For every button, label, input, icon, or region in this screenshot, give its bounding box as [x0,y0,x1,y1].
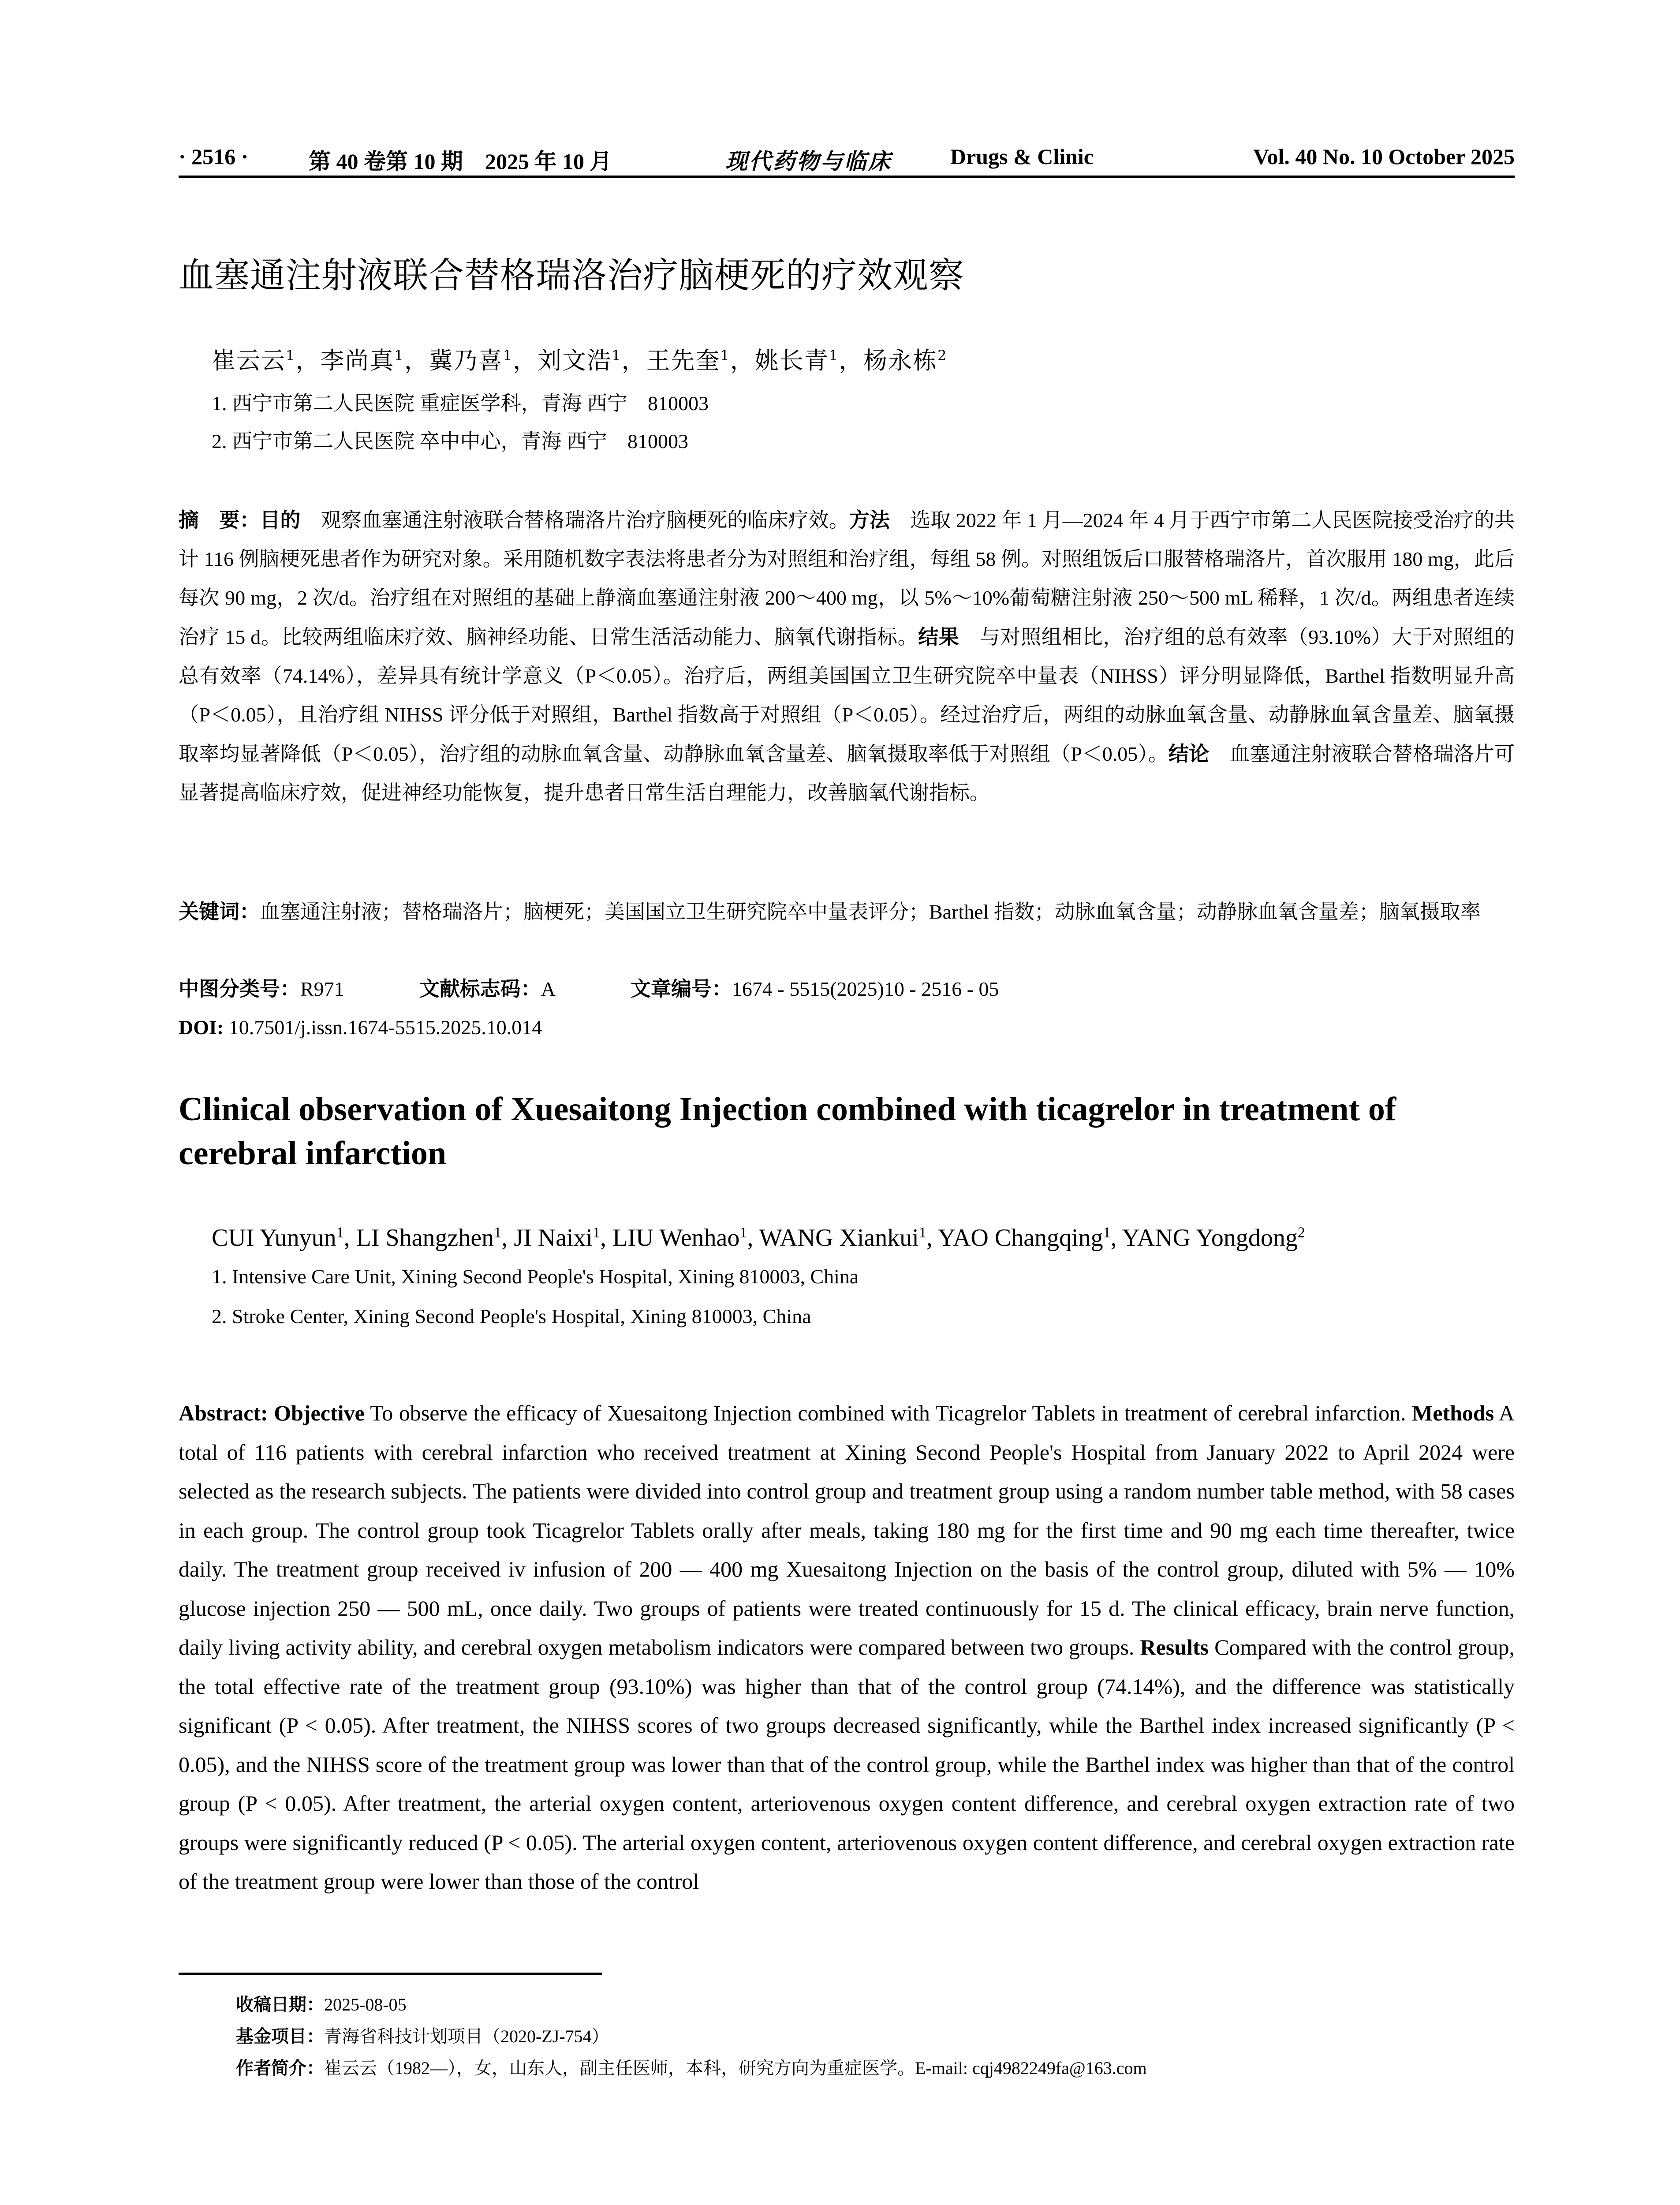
footnotes [236,1989,1147,2084]
article-no-value: 1674 - 5515(2025)10 - 2516 - 05 [732,978,999,1000]
clc-label: 中图分类号： [179,977,300,1000]
author-name: 冀乃喜 [429,347,503,374]
conclusion-label-cn: 结论 [1168,742,1210,765]
author-affiliation-mark: 1 [612,347,622,364]
author-name: 王先奎 [646,347,721,374]
objective-label-cn: 目的 [260,508,301,531]
author-affiliation-mark: 1 [720,347,730,364]
results-text-en: Compared with the control group, the total effective rate of the treatment group (93.10%) was higher than that of the control group (74.14%), and the difference was statistically significant (P < 0.05). After treatment, the NIHSS scores of two groups decreased significantly, while the Barthel index increased significantly (P < 0.05), and the NIHSS score of the treatment group was lower than that of the control group, while the Barthel index was higher than that of the control group (P < 0.05). After treatment, the arterial oxygen content, arteriovenous oxygen content difference, and cerebral oxygen extraction rate of two groups were significantly reduced (P < 0.05). The arterial oxygen content, arteriovenous oxygen content difference, and cerebral oxygen extraction rate of the treatment group were lower than those of the control [179,1635,1515,1894]
doc-code-value: A [541,978,556,1000]
fund-value: 青海省科技计划项目（2020-ZJ-754） [324,2026,609,2046]
keywords-label-cn: 关键词： [179,900,260,923]
author-affiliation-mark: 2 [1297,1224,1305,1241]
methods-text-cn: 选取 2022 年 1 月—2024 年 4 月于西宁市第二人民医院接受治疗的共计 116 例脑梗死患者作为研究对象。采用随机数字表法将患者分为对照组和治疗组，每组 58 例。对照组饭后口服替格瑞洛片，首次服用 180 mg，此后每次 90 mg，2 次/d。治疗组在对照组的基础上静滴血塞通注射液 200～400 mg，以 5%～10%葡萄糖注射液 250～500 mL 稀释，1 次/d。两组患者连续治疗 15 d。比较两组临床疗效、脑神经功能、日常生活活动能力、脑氧代谢指标。 [179,509,1515,648]
objective-text-en: To observe the efficacy of Xuesaitong Injection combined with Ticagrelor Tablets in treatment of cerebral infarction. [364,1401,1412,1425]
author-name: 刘文浩 [538,347,612,374]
fund-label: 基金项目： [236,2027,324,2046]
affiliation-en-2: 2. Stroke Center, Xining Second People's Hospital, Xining 810003, China [212,1305,811,1327]
results-text-cn: 与对照组相比，治疗组的总有效率（93.10%）大于对照组的总有效率（74.14%），差异具有统计学意义（P＜0.05）。治疗后，两组美国国立卫生研究院卒中量表（NIHSS）评分明显降低，Barthel 指数明显升高（P＜0.05），且治疗组 NIHSS 评分低于对照组，Barthel 指数高于对照组（P＜0.05）。经过治疗后，两组的动脉血氧含量、动静脉血氧含量差、脑氧摄取率均显著降低（P＜0.05），治疗组的动脉血氧含量、动静脉血氧含量差、脑氧摄取率低于对照组（P＜0.05）。 [179,626,1515,765]
author-affiliation-mark: 1 [503,347,513,364]
author-name: YAO Changqing [937,1224,1103,1252]
authors-en [212,1224,1305,1252]
title-cn: 血塞通注射液联合替格瑞洛治疗脑梗死的疗效观察 [179,256,964,295]
objective-label-en: Objective [274,1401,365,1425]
article-no-label: 文章编号： [630,977,732,1000]
running-header [179,140,1515,176]
keywords-cn [179,892,1515,931]
author-separator: , [501,1224,514,1252]
abstract-en [179,1394,1515,1901]
author-separator: ， [839,347,864,374]
authors-cn [212,342,948,376]
methods-text-en: A total of 116 patients with cerebral infarction who received treatment at Xining Second People's Hospital from January 2022 to April 2024 were selected as the research subjects. The patients were divided into control group and treatment group using a random number table method, with 58 cases in each group. The control group took Ticagrelor Tablets orally after meals, taking 180 mg for the first time and 90 mg each time thereafter, twice daily. The treatment group received iv infusion of 200 — 400 mg Xuesaitong Injection on the basis of the control group, diluted with 5% — 10% glucose injection 250 — 500 mL, once daily. Two groups of patients were treated continuously for 15 d. The clinical efficacy, brain nerve function, daily living activity ability, and cerebral oxygen metabolism indicators were compared between two groups. [179,1401,1515,1659]
author-name: CUI Yunyun [212,1224,336,1252]
received-label: 收稿日期： [236,1995,324,2014]
footnote-divider [179,1973,602,1975]
author-separator: ， [513,347,538,374]
author-separator: , [343,1224,356,1252]
author-name: 杨永栋 [863,347,938,374]
header-divider [179,176,1515,178]
classification-line [179,969,1515,1009]
doc-code-label: 文献标志码： [419,977,541,1000]
doi-label: DOI: [179,1016,224,1039]
doi-line [179,1008,1515,1047]
results-label-cn: 结果 [918,625,959,648]
affiliation-cn-2: 2. 西宁市第二人民医院 卒中中心，青海 西宁 810003 [212,430,688,452]
author-separator: ， [404,347,429,374]
abstract-label-cn: 摘 要： [179,508,260,531]
conclusion-text-cn: 血塞通注射液联合替格瑞洛片可显著提高临床疗效，促进神经功能恢复，提升患者日常生活自理能力，改善脑氧代谢指标。 [179,743,1515,804]
journal-name-en: Drugs & Clinic [950,144,1094,169]
methods-label-cn: 方法 [849,508,890,531]
clc-value: R971 [300,978,344,1000]
author-separator: , [1110,1224,1122,1252]
doi-value[interactable]: 10.7501/j.issn.1674-5515.2025.10.014 [224,1016,542,1039]
author-affiliation-mark: 1 [336,1224,344,1241]
author-affiliation-mark: 1 [918,1224,926,1241]
fund-project [236,2021,1147,2052]
issue-cn: 第 40 卷第 10 期 2025 年 10 月 [309,149,612,174]
author-separator: ， [730,347,755,374]
journal-name-cn: 现代药物与临床 [725,149,892,174]
abstract-label-en: Abstract: [179,1401,274,1425]
results-label-en: Results [1140,1635,1209,1659]
author-affiliation-mark: 1 [593,1224,601,1241]
author-affiliation-mark: 1 [829,347,839,364]
received-value: 2025-08-05 [324,1995,407,2014]
methods-label-en: Methods [1412,1401,1494,1425]
author-affiliation-mark: 1 [286,347,296,364]
author-affiliation-mark: 1 [739,1224,747,1241]
author-separator: ， [295,347,321,374]
keywords-text-cn: 血塞通注射液；替格瑞洛片；脑梗死；美国国立卫生研究院卒中量表评分；Barthel 指数；动脉血氧含量；动静脉血氧含量差；脑氧摄取率 [260,901,1481,923]
author-separator: , [600,1224,613,1252]
author-name: 李尚真 [320,347,395,374]
author-bio [236,2052,1147,2084]
author-separator: ， [621,347,646,374]
author-name: LI Shangzhen [356,1224,494,1252]
author-affiliation-mark: 1 [1103,1224,1111,1241]
page-number: · 2516 · [179,144,249,169]
author-bio-value: 崔云云（1982—），女，山东人，副主任医师，本科，研究方向为重症医学。E-mail: cqj4982249fa@163.com [324,2058,1147,2078]
author-name: WANG Xiankui [759,1224,919,1252]
author-name: 崔云云 [212,347,286,374]
author-bio-label: 作者简介： [236,2059,324,2078]
author-affiliation-mark: 1 [394,347,404,364]
author-name: YANG Yongdong [1122,1224,1298,1252]
author-name: LIU Wenhao [612,1224,740,1252]
author-name: 姚长青 [754,347,829,374]
author-affiliation-mark: 2 [937,347,948,364]
received-date [236,1989,1147,2021]
affiliation-cn-1: 1. 西宁市第二人民医院 重症医学科，青海 西宁 810003 [212,392,709,415]
abstract-cn [179,501,1515,812]
author-affiliation-mark: 1 [494,1224,502,1241]
issue-en: Vol. 40 No. 10 October 2025 [1253,144,1515,169]
author-separator: , [747,1224,759,1252]
author-name: JI Naixi [514,1224,593,1252]
objective-text-cn: 观察血塞通注射液联合替格瑞洛片治疗脑梗死的临床疗效。 [300,509,849,531]
affiliation-en-1: 1. Intensive Care Unit, Xining Second People's Hospital, Xining 810003, China [212,1265,859,1288]
title-en: Clinical observation of Xuesaitong Injection combined with ticagrelor in treatment of cerebral infarction [179,1091,1396,1172]
author-separator: , [926,1224,938,1252]
